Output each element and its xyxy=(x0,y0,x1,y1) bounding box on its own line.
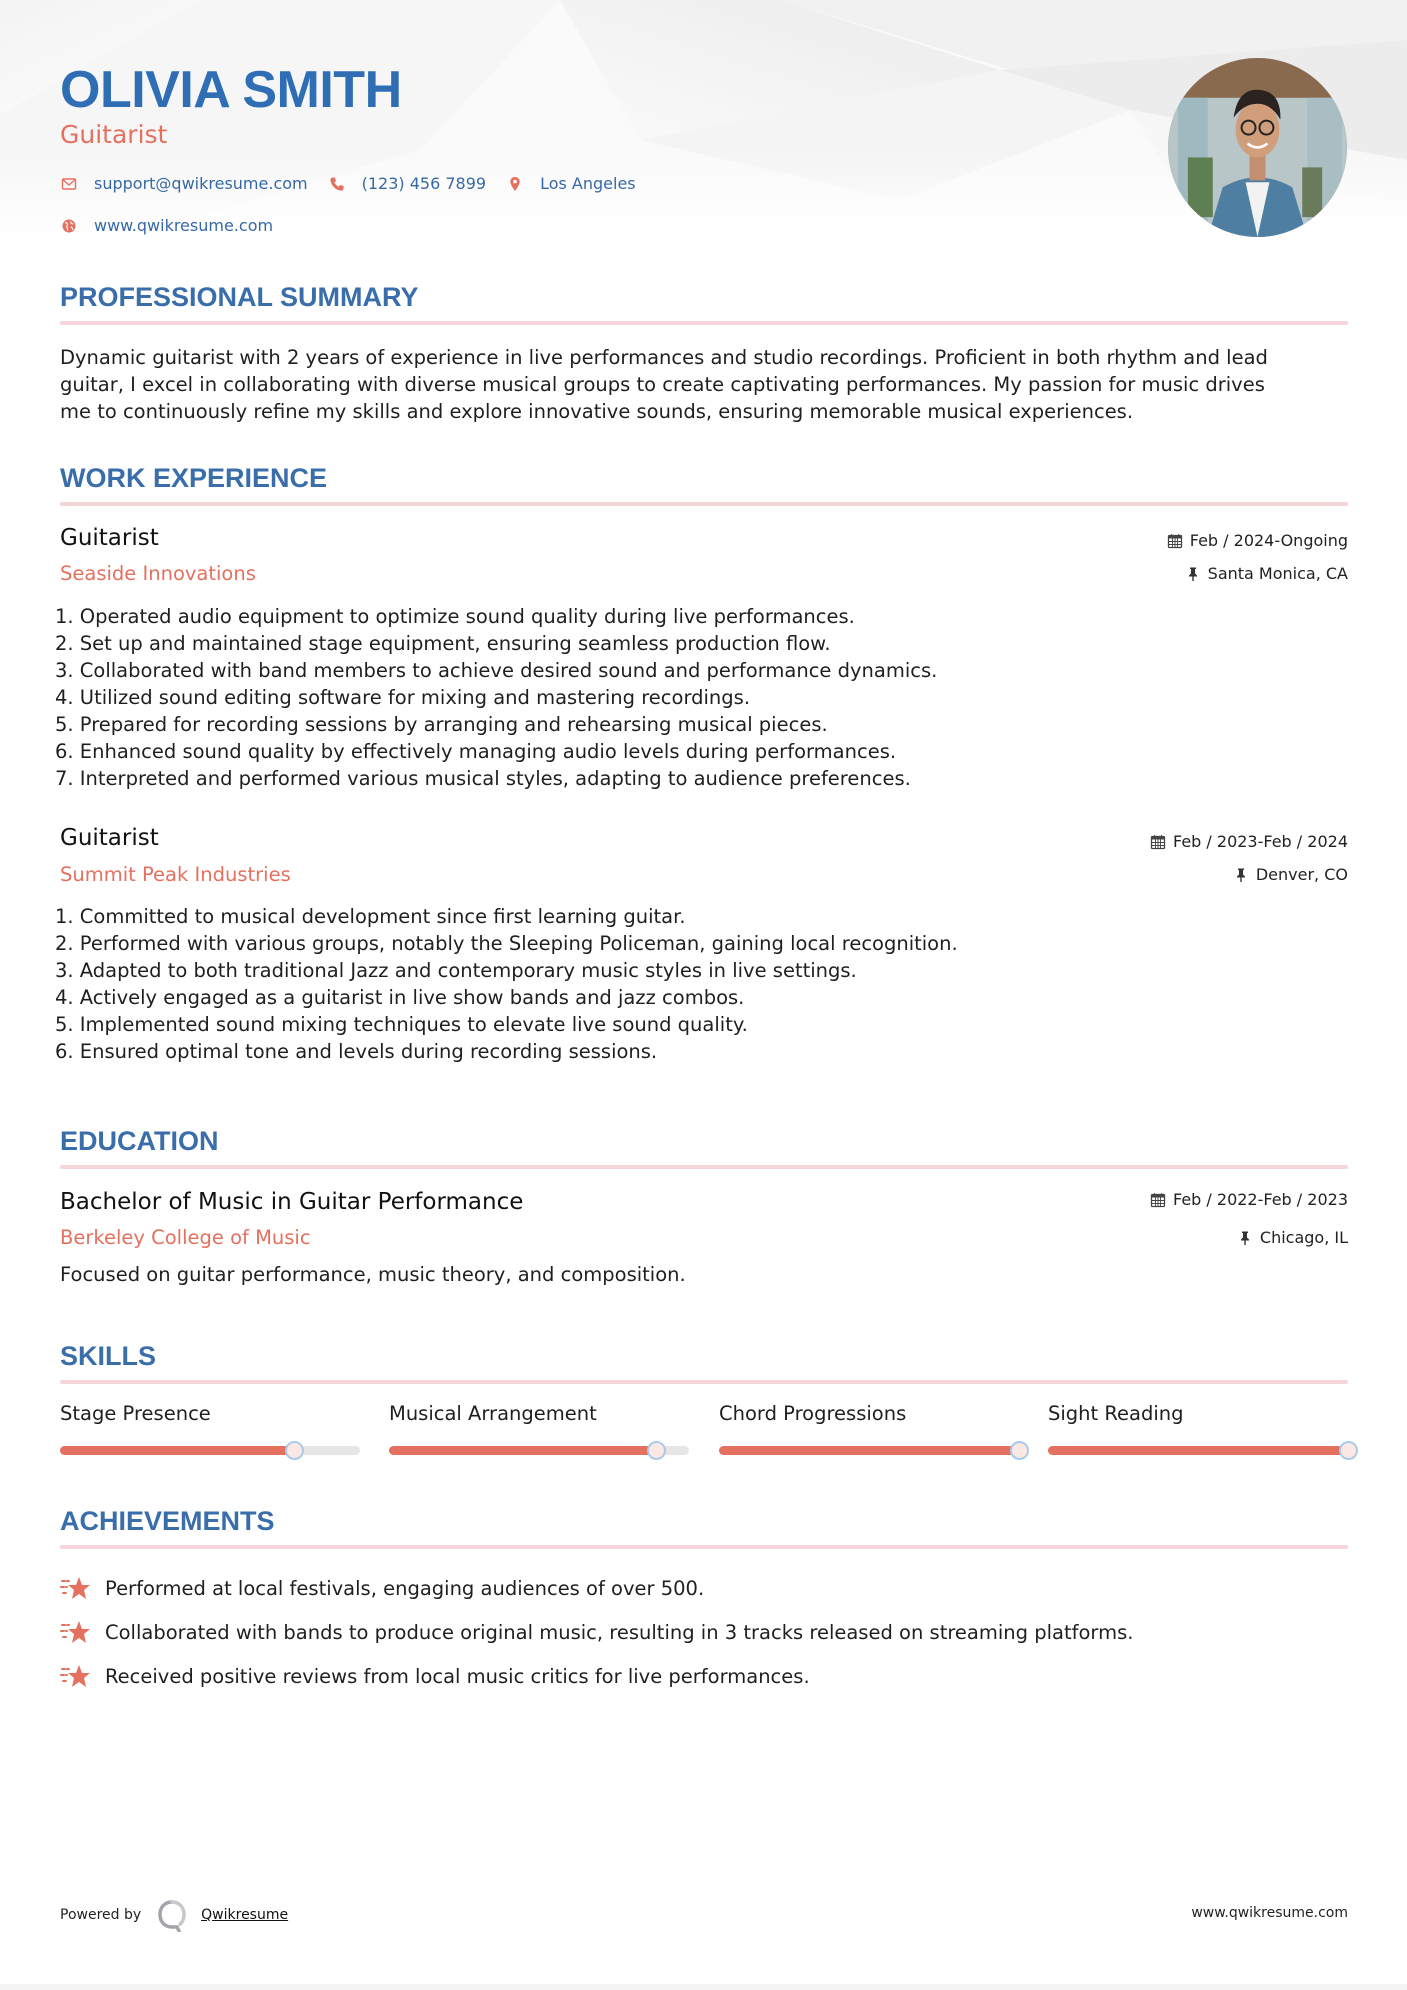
skill-bar xyxy=(719,1446,1019,1455)
education-location-text: Chicago, IL xyxy=(1259,1228,1348,1247)
skill-bar-fill xyxy=(60,1446,294,1455)
bullet-item: 4. Utilized sound editing software for mixing and mastering recordings. xyxy=(55,686,751,709)
job-dates-text: Feb / 2024-Ongoing xyxy=(1189,531,1348,550)
section-title-skills: SKILLS xyxy=(60,1341,157,1371)
envelope-icon xyxy=(60,175,78,193)
qwikresume-link[interactable]: Qwikresume xyxy=(201,1907,289,1923)
section-divider xyxy=(60,321,1348,325)
section-title-summary: PROFESSIONAL SUMMARY xyxy=(60,282,419,312)
bullet-item: 5. Prepared for recording sessions by arranging and rehearsing musical pieces. xyxy=(55,713,828,736)
job-location-text: Santa Monica, CA xyxy=(1207,564,1348,583)
bullet-item: 2. Performed with various groups, notably the Sleeping Policeman, gaining local recognition. xyxy=(55,932,958,955)
skills-grid xyxy=(60,1400,1380,1470)
skill-bar-fill xyxy=(389,1446,656,1455)
email-link[interactable]: support@qwikresume.com xyxy=(94,174,308,193)
contact-row xyxy=(60,173,656,195)
education-location xyxy=(1237,1227,1348,1249)
skill-label: Musical Arrangement xyxy=(389,1402,597,1425)
degree-title: Bachelor of Music in Guitar Performance xyxy=(60,1189,524,1215)
phone-icon xyxy=(328,175,346,193)
section-title-experience: WORK EXPERIENCE xyxy=(60,463,328,493)
footer-powered-by xyxy=(60,1898,288,1932)
section-divider xyxy=(60,1165,1348,1169)
skill-bar xyxy=(60,1446,360,1455)
phone-number[interactable]: (123) 456 7899 xyxy=(361,174,487,193)
contact-location xyxy=(506,173,636,195)
shooting-star-icon xyxy=(60,1574,92,1602)
skill-label: Stage Presence xyxy=(60,1402,211,1425)
skill-bar-knob xyxy=(1010,1441,1029,1460)
section-divider xyxy=(60,502,1348,506)
section-title-achievements: ACHIEVEMENTS xyxy=(60,1506,275,1536)
calendar-icon xyxy=(1150,834,1166,850)
bullet-item: 4. Actively engaged as a guitarist in live show bands and jazz combos. xyxy=(55,986,745,1009)
achievement-item xyxy=(60,1566,1350,1610)
bullet-item: 3. Collaborated with band members to achieve desired sound and performance dynamics. xyxy=(55,659,938,682)
calendar-icon xyxy=(1167,533,1183,549)
contact-phone[interactable] xyxy=(328,173,486,195)
skill-bar-fill xyxy=(719,1446,1019,1455)
contact-email[interactable] xyxy=(60,173,308,195)
profile-photo xyxy=(1168,58,1347,237)
education-dates xyxy=(1150,1189,1348,1211)
bullet-item: 1. Operated audio equipment to optimize sound quality during live performances. xyxy=(55,605,855,628)
job-dates xyxy=(1150,831,1348,853)
section-divider xyxy=(60,1545,1348,1549)
bullet-item: 6. Enhanced sound quality by effectively managing audio levels during performances. xyxy=(55,740,897,763)
section-divider xyxy=(60,1380,1348,1384)
map-pin-icon xyxy=(506,175,524,193)
contact-website[interactable] xyxy=(60,215,273,237)
powered-by-label: Powered by xyxy=(60,1907,142,1923)
job-location xyxy=(1233,864,1348,886)
summary-line: Dynamic guitarist with 2 years of experience in live performances and studio recordings. Proficient in both rhythm and lead xyxy=(60,346,1268,369)
summary-line: guitar, I excel in collaborating with diverse musical groups to create captivating performances. My passion for music drives xyxy=(60,373,1265,396)
page-bottom-edge xyxy=(0,1984,1407,1990)
bullet-item: 6. Ensured optimal tone and levels during recording sessions. xyxy=(55,1040,658,1063)
globe-icon xyxy=(60,217,78,235)
shooting-star-icon xyxy=(60,1662,92,1690)
candidate-name: OLIVIA SMITH xyxy=(60,61,402,119)
skill-bar-knob xyxy=(285,1441,304,1460)
achievement-item xyxy=(60,1654,1350,1698)
skill-item xyxy=(1048,1400,1348,1428)
job-bullets xyxy=(55,603,1345,792)
company-name: Seaside Innovations xyxy=(60,562,256,585)
skill-label: Chord Progressions xyxy=(719,1402,907,1425)
bullet-item: 2. Set up and maintained stage equipment, ensuring seamless production flow. xyxy=(55,632,831,655)
footer-website-link[interactable]: www.qwikresume.com xyxy=(1191,1905,1348,1921)
skill-bar-fill xyxy=(1048,1446,1348,1455)
achievement-text: Received positive reviews from local music critics for live performances. xyxy=(105,1664,810,1688)
bullet-item: 3. Adapted to both traditional Jazz and contemporary music styles in live settings. xyxy=(55,959,857,982)
bullet-item: 5. Implemented sound mixing techniques to elevate live sound quality. xyxy=(55,1013,748,1036)
pushpin-icon xyxy=(1185,566,1201,582)
achievement-item xyxy=(60,1610,1350,1654)
calendar-icon xyxy=(1150,1192,1166,1208)
achievements-list xyxy=(60,1566,1350,1698)
skill-label: Sight Reading xyxy=(1048,1402,1184,1425)
job-bullets xyxy=(55,903,1345,1065)
bullet-item: 7. Interpreted and performed various musical styles, adapting to audience preferences. xyxy=(55,767,911,790)
qwikresume-logo-icon xyxy=(155,1898,189,1932)
summary-text xyxy=(60,344,1350,425)
candidate-title: Guitarist xyxy=(60,120,168,149)
job-location xyxy=(1185,563,1348,585)
skill-item xyxy=(60,1400,360,1428)
website-row xyxy=(60,215,293,237)
achievement-text: Collaborated with bands to produce original music, resulting in 3 tracks released on streaming platforms. xyxy=(105,1620,1134,1644)
location-text: Los Angeles xyxy=(540,174,636,193)
summary-line: me to continuously refine my skills and explore innovative sounds, ensuring memorable musical experiences. xyxy=(60,400,1134,423)
job-dates-text: Feb / 2023-Feb / 2024 xyxy=(1173,832,1348,851)
pushpin-icon xyxy=(1237,1230,1253,1246)
skill-bar xyxy=(1048,1446,1348,1455)
job-title: Guitarist xyxy=(60,825,159,851)
shooting-star-icon xyxy=(60,1618,92,1646)
education-dates-text: Feb / 2022-Feb / 2023 xyxy=(1173,1190,1348,1209)
job-title: Guitarist xyxy=(60,525,159,551)
job-location-text: Denver, CO xyxy=(1255,865,1348,884)
education-description: Focused on guitar performance, music theory, and composition. xyxy=(60,1263,686,1286)
job-dates xyxy=(1167,530,1348,552)
school-name: Berkeley College of Music xyxy=(60,1226,311,1249)
pushpin-icon xyxy=(1233,867,1249,883)
skill-bar-knob xyxy=(1339,1441,1358,1460)
achievement-text: Performed at local festivals, engaging audiences of over 500. xyxy=(105,1576,705,1600)
website-link[interactable]: www.qwikresume.com xyxy=(94,216,274,235)
skill-item xyxy=(389,1400,689,1428)
skill-item xyxy=(719,1400,1019,1428)
skill-bar xyxy=(389,1446,689,1455)
company-name: Summit Peak Industries xyxy=(60,863,291,886)
section-title-education: EDUCATION xyxy=(60,1126,219,1156)
bullet-item: 1. Committed to musical development since first learning guitar. xyxy=(55,905,686,928)
skill-bar-knob xyxy=(647,1441,666,1460)
